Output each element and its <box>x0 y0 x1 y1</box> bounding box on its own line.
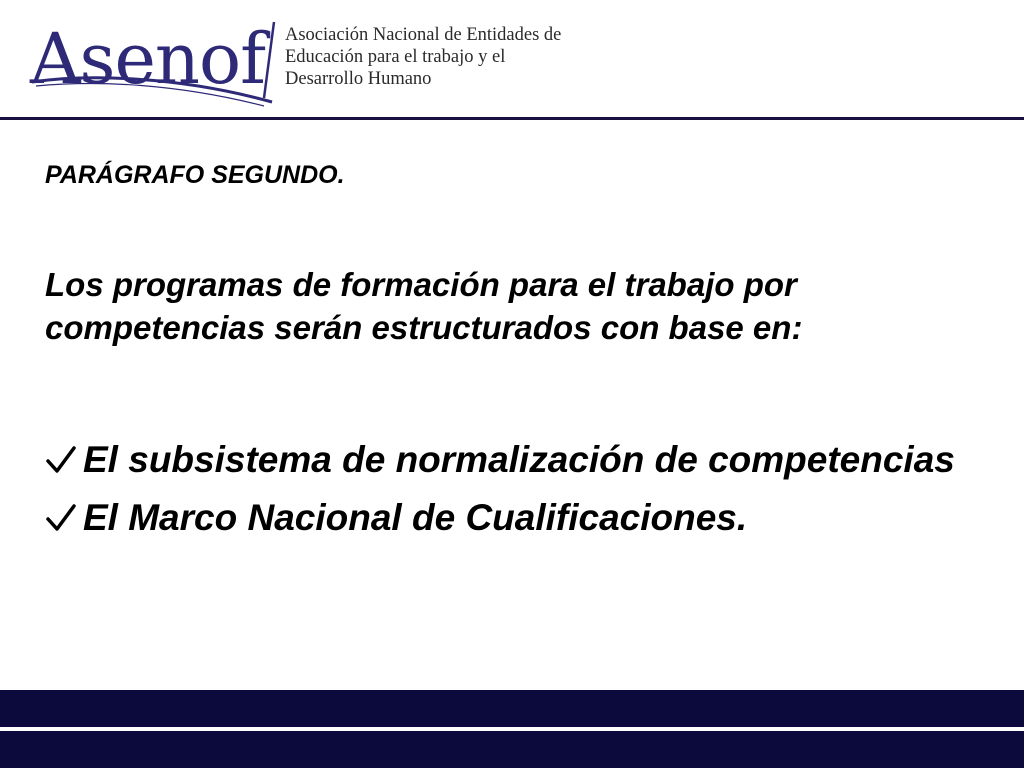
bullet-list <box>45 437 985 553</box>
logo-line-1: Asociación Nacional de Entidades de <box>285 25 562 45</box>
logo-swoosh-icon <box>28 76 278 110</box>
checkmark-icon <box>45 445 77 475</box>
footer-divider <box>0 727 1024 731</box>
bullet-text: El Marco Nacional de Cualificaciones. <box>83 497 748 538</box>
logo-divider <box>260 20 280 100</box>
logo-line-2: Educación para el trabajo y el <box>285 47 506 67</box>
logo-line-3: Desarrollo Humano <box>285 69 432 89</box>
intro-paragraph: Los programas de formación para el trabajo por competencias serán estructurados con base en: <box>45 266 803 346</box>
slide-header <box>0 0 1024 118</box>
bullet-text: El subsistema de normalización de competencias <box>83 439 955 480</box>
section-label: PARÁGRAFO SEGUNDO. <box>45 161 345 189</box>
list-item <box>45 437 985 483</box>
list-item <box>45 495 985 541</box>
header-divider <box>0 117 1024 120</box>
checkmark-icon <box>45 503 77 533</box>
logo-association-name <box>285 24 585 90</box>
asenof-logo <box>28 14 588 106</box>
logo-wordmark: Asenof <box>30 18 266 100</box>
